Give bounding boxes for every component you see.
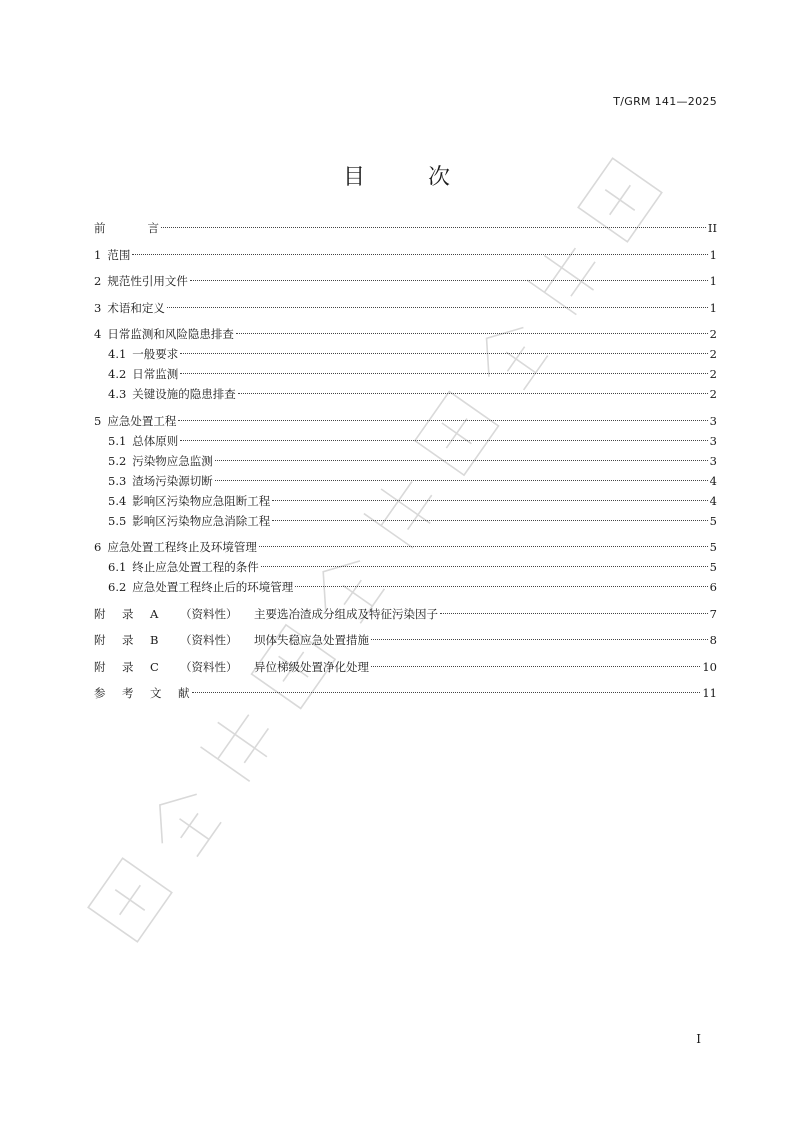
toc-entry[interactable] — [94, 298, 717, 318]
toc-entry-label — [94, 604, 438, 624]
page-title: 目 次 — [343, 165, 478, 190]
dot-leader — [261, 566, 708, 567]
annex-label-part: A — [150, 606, 159, 621]
references-label-char: 献 — [178, 686, 190, 700]
dot-leader — [215, 480, 708, 481]
dot-leader — [272, 500, 707, 501]
toc-page-number: 5 — [709, 540, 717, 554]
section-number: 4.2 — [108, 367, 127, 381]
toc-entry[interactable] — [94, 657, 717, 677]
references-label-char: 参 — [94, 686, 106, 700]
toc-page-number: 5 — [709, 513, 717, 528]
toc-page-number: II — [707, 221, 717, 235]
annex-label-part: 录 — [122, 633, 134, 647]
toc-page-number: 2 — [709, 387, 717, 401]
section-title: 一般要求 — [132, 347, 179, 361]
toc-entry-label — [94, 271, 188, 291]
toc-page-number: 3 — [709, 433, 717, 448]
toc-entry[interactable] — [94, 577, 717, 597]
section-title: 日常监测和风险隐患排查 — [107, 327, 234, 341]
section-number: 5.4 — [108, 493, 127, 508]
section-title: 应急处置工程 — [107, 413, 177, 428]
dot-leader — [161, 227, 706, 228]
dot-leader — [371, 666, 700, 667]
section-title: 污染物应急监测 — [132, 453, 213, 468]
toc-entry[interactable] — [94, 451, 717, 471]
toc-entry[interactable] — [94, 384, 717, 404]
toc-entry-label — [94, 411, 176, 431]
toc-entry[interactable] — [94, 364, 717, 384]
toc-page-number: 5 — [709, 560, 717, 574]
section-number: 5.3 — [108, 473, 127, 488]
toc-entry[interactable] — [94, 218, 717, 238]
toc-page-number: 6 — [709, 580, 717, 594]
section-number: 5 — [94, 413, 102, 428]
section-number: 6.2 — [108, 580, 127, 594]
section-title: 关键设施的隐患排查 — [132, 387, 236, 401]
dot-leader — [192, 692, 701, 693]
toc-entry-label — [108, 471, 213, 491]
section-number: 6 — [94, 540, 102, 554]
page-number: I — [696, 1032, 701, 1046]
toc-entry[interactable] — [94, 431, 717, 451]
toc-entry[interactable] — [94, 344, 717, 364]
table-of-contents — [94, 218, 717, 703]
toc-entry-label — [108, 491, 270, 511]
toc-entry[interactable] — [94, 411, 717, 431]
foreword-label: 前言 — [94, 221, 201, 235]
dot-leader — [215, 460, 708, 461]
dot-leader — [132, 254, 707, 255]
document-code: T/GRM 141—2025 — [613, 95, 717, 108]
annex-label-part: 录 — [122, 659, 134, 674]
annex-label-part: C — [150, 659, 159, 674]
toc-page-number: 10 — [702, 659, 717, 674]
annex-title: 坝体失稳应急处置措施 — [254, 633, 369, 647]
toc-page-number: 3 — [709, 413, 717, 428]
toc-entry[interactable] — [94, 245, 717, 265]
toc-entry-label — [94, 683, 190, 703]
toc-entry[interactable] — [94, 537, 717, 557]
section-title: 渣场污染源切断 — [132, 473, 213, 488]
toc-entry-label — [94, 298, 165, 318]
toc-page-number: 7 — [709, 606, 717, 621]
toc-entry-label — [108, 364, 178, 384]
toc-entry-label — [94, 218, 201, 238]
toc-entry[interactable] — [94, 630, 717, 650]
section-title: 应急处置工程终止后的环境管理 — [132, 580, 294, 594]
toc-page-number: 1 — [709, 274, 717, 288]
section-number: 6.1 — [108, 560, 127, 574]
toc-entry-label — [108, 384, 236, 404]
toc-page-number: 3 — [709, 453, 717, 468]
annex-title: 异位梯级处置净化处理 — [254, 659, 369, 674]
section-title: 范围 — [107, 247, 131, 262]
dot-leader — [371, 639, 708, 640]
toc-entry[interactable] — [94, 491, 717, 511]
toc-entry-label — [108, 431, 178, 451]
annex-label-part: （资料性） — [180, 633, 238, 647]
dot-leader — [238, 393, 708, 394]
toc-page-number: 4 — [709, 473, 717, 488]
annex-label-part: B — [150, 633, 159, 647]
toc-entry[interactable] — [94, 604, 717, 624]
section-title: 影响区污染物应急阻断工程 — [132, 493, 271, 508]
section-number: 1 — [94, 247, 102, 262]
toc-page-number: 11 — [702, 686, 717, 700]
toc-page-number: 1 — [709, 300, 717, 315]
section-number: 5.2 — [108, 453, 127, 468]
references-label-char: 文 — [150, 686, 162, 700]
section-number: 4.1 — [108, 347, 127, 361]
dot-leader — [259, 546, 708, 547]
section-title: 总体原则 — [132, 433, 179, 448]
section-number: 4 — [94, 327, 102, 341]
toc-page-number: 2 — [709, 347, 717, 361]
annex-label-part: （资料性） — [180, 659, 238, 674]
section-number: 3 — [94, 300, 102, 315]
section-title: 应急处置工程终止及环境管理 — [107, 540, 257, 554]
annex-label-part: 附 — [94, 633, 106, 647]
toc-entry-label — [108, 577, 293, 597]
toc-page-number: 2 — [709, 327, 717, 341]
toc-entry[interactable] — [94, 271, 717, 291]
section-title: 规范性引用文件 — [107, 274, 188, 288]
section-title: 终止应急处置工程的条件 — [132, 560, 259, 574]
toc-entry[interactable] — [94, 557, 717, 577]
toc-page-number: 8 — [709, 633, 717, 647]
toc-entry-label — [108, 557, 259, 577]
toc-entry-label — [108, 511, 270, 531]
dot-leader — [190, 280, 708, 281]
toc-page-number: 2 — [709, 367, 717, 381]
toc-entry[interactable] — [94, 324, 717, 344]
dot-leader — [440, 613, 708, 614]
toc-entry-label — [108, 344, 178, 364]
dot-leader — [295, 586, 707, 587]
section-number: 4.3 — [108, 387, 127, 401]
annex-title: 主要选冶渣成分组成及特征污染因子 — [254, 606, 438, 621]
section-number: 5.1 — [108, 433, 127, 448]
section-number: 5.5 — [108, 513, 127, 528]
references-label-char: 考 — [122, 686, 134, 700]
toc-entry-label — [108, 451, 213, 471]
section-number: 2 — [94, 274, 102, 288]
toc-entry-label — [94, 324, 234, 344]
annex-label-part: （资料性） — [180, 606, 238, 621]
toc-entry-label — [94, 537, 257, 557]
dot-leader — [178, 420, 707, 421]
dot-leader — [236, 333, 708, 334]
dot-leader — [167, 307, 708, 308]
annex-label-part: 附 — [94, 606, 106, 621]
annex-label-part: 附 — [94, 659, 106, 674]
section-title: 影响区污染物应急消除工程 — [132, 513, 271, 528]
dot-leader — [180, 440, 707, 441]
toc-entry-label — [94, 657, 369, 677]
section-title: 日常监测 — [132, 367, 179, 381]
toc-entry[interactable] — [94, 511, 717, 531]
annex-label-part: 录 — [122, 606, 134, 621]
toc-entry[interactable] — [94, 683, 717, 703]
dot-leader — [180, 353, 707, 354]
toc-page-number: 4 — [709, 493, 717, 508]
dot-leader — [180, 373, 707, 374]
toc-entry-label — [94, 245, 130, 265]
toc-entry-label — [94, 630, 369, 650]
dot-leader — [272, 520, 707, 521]
section-title: 术语和定义 — [107, 300, 165, 315]
toc-entry[interactable] — [94, 471, 717, 491]
toc-page-number: 1 — [709, 247, 717, 262]
